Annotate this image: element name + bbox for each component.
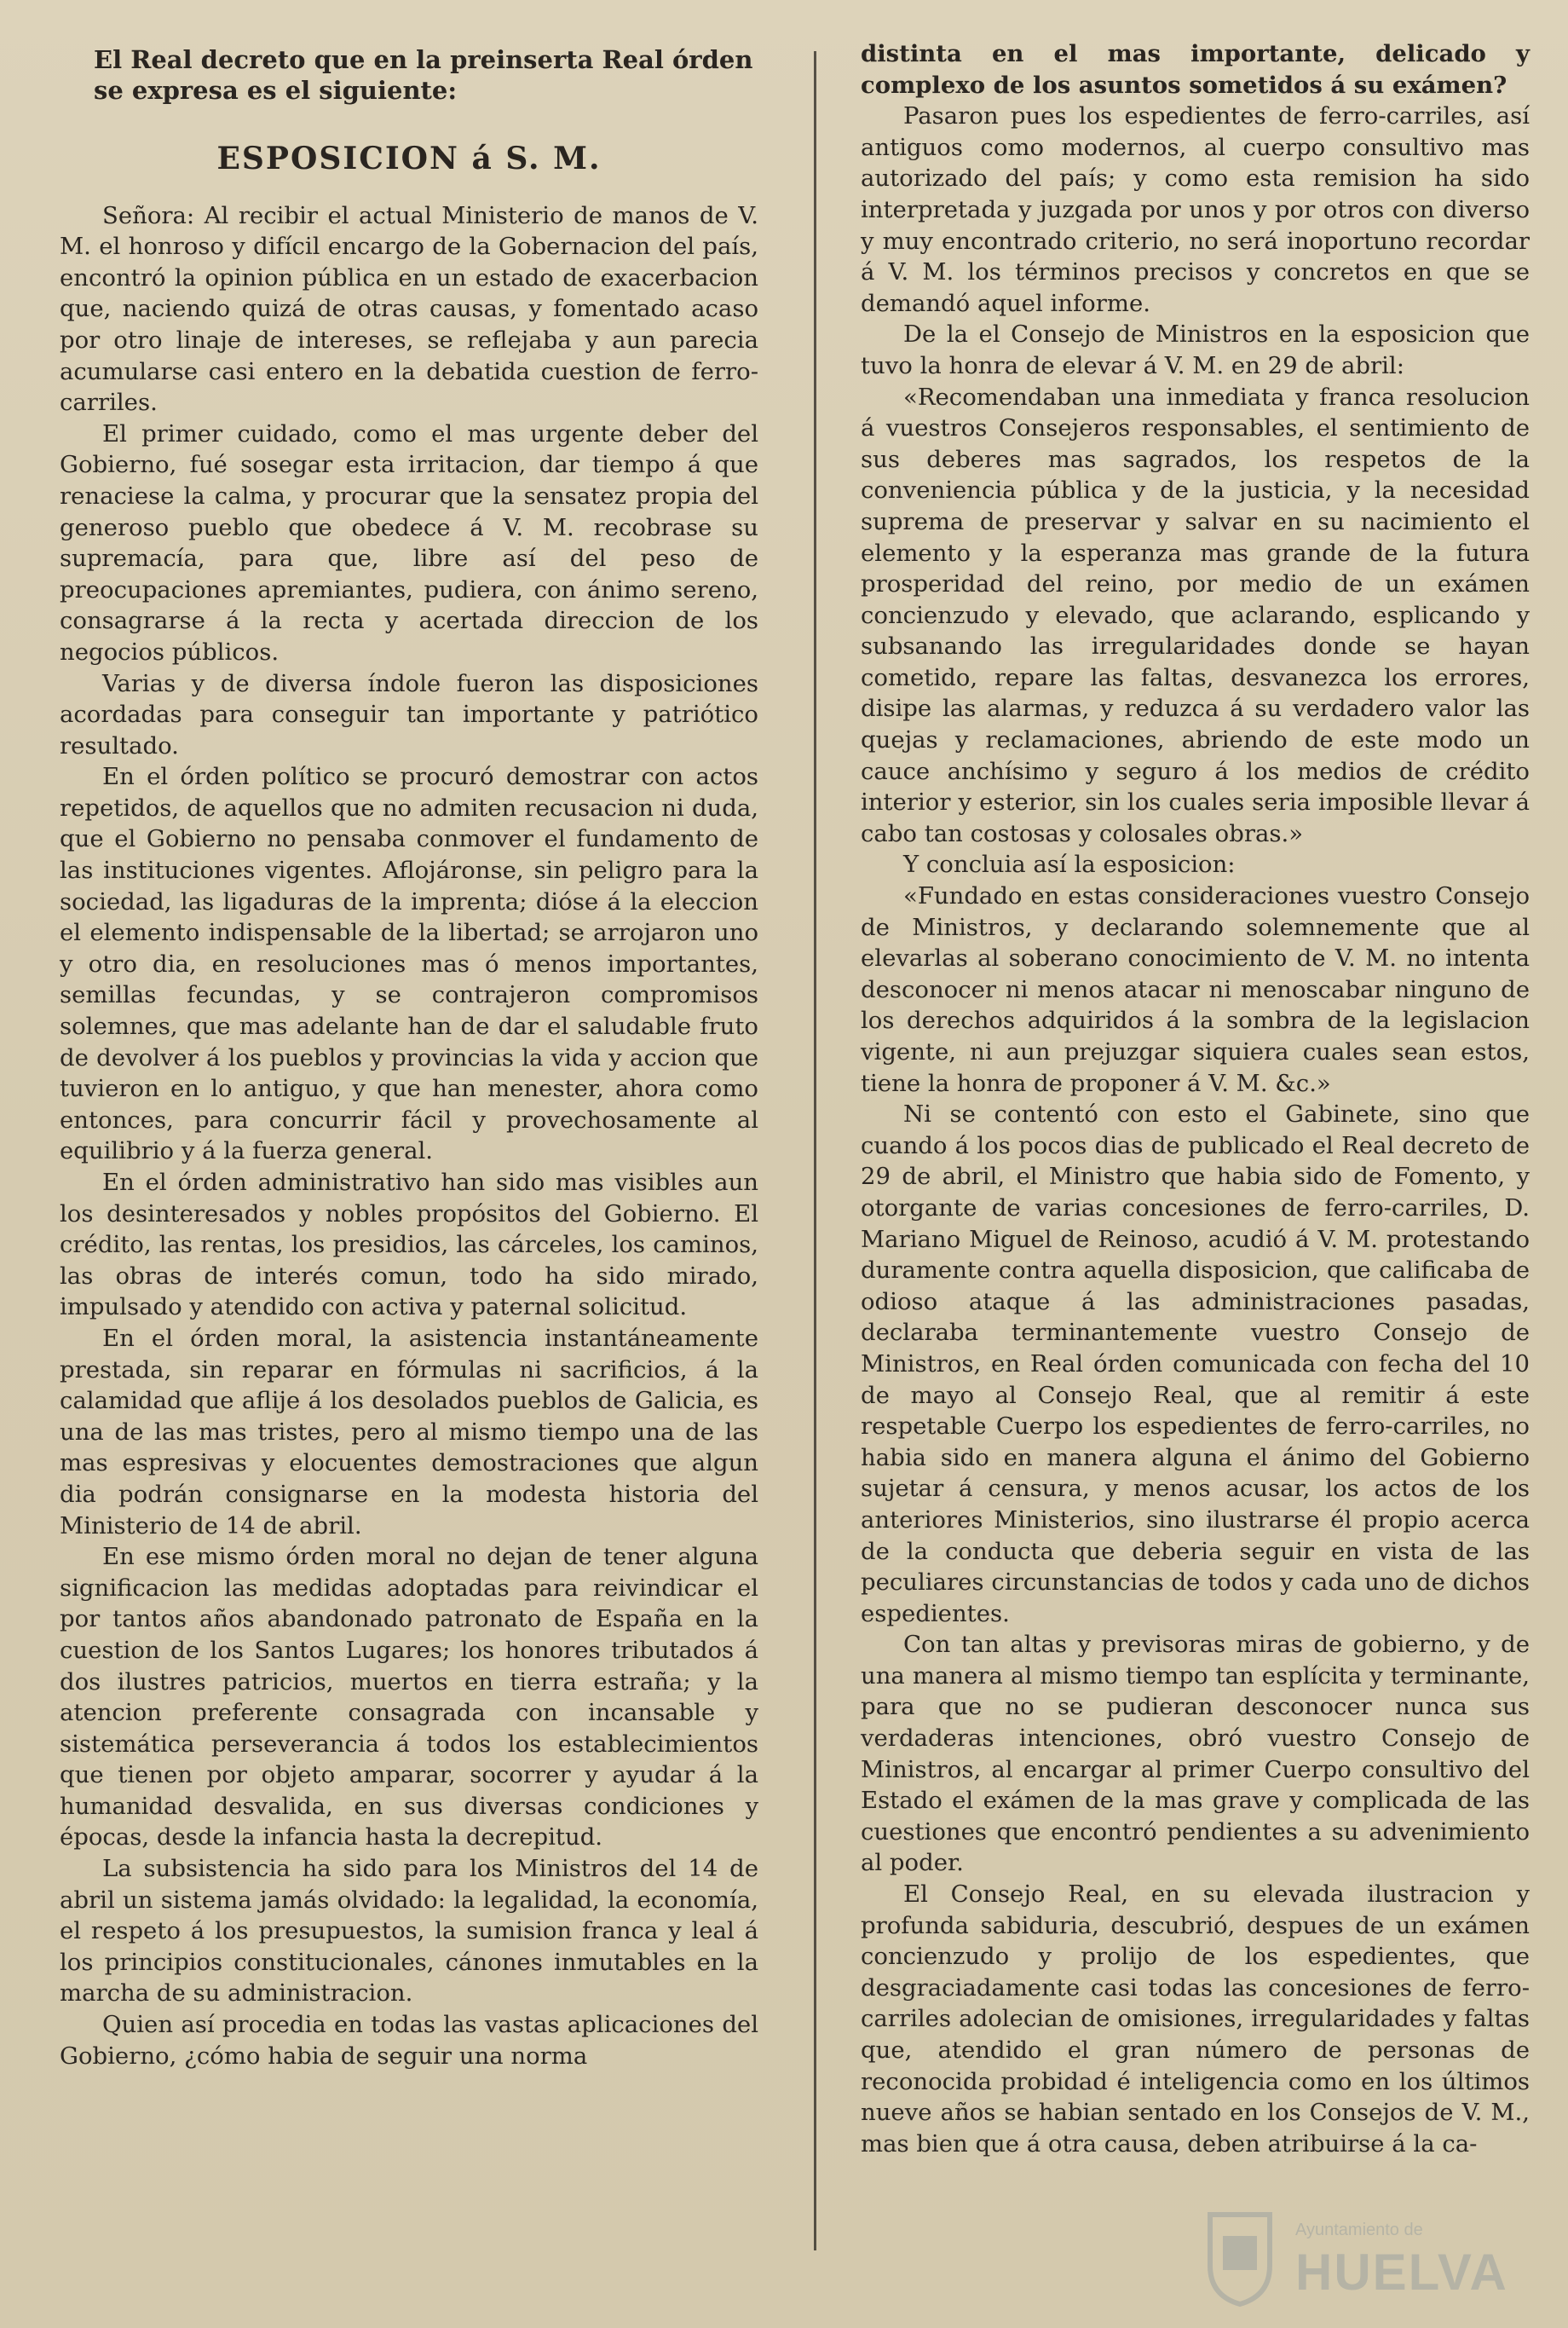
paragraph: Pasaron pues los espedientes de ferro-carriles, así antiguos como modernos, al cuerpo consultivo mas autorizado del país; y como esta remision ha sido interpretada y juzgada por unos y por otros con diverso y muy encontrado criterio, no será inoportuno recordar á V. M. los términos precisos y concretos en que se demandó aquel informe. <box>861 102 1530 317</box>
paragraph: Quien así procedia en todas las vastas aplicaciones del Gobierno, ¿cómo habia de seguir una norma <box>60 2011 758 2070</box>
paragraph: Varias y de diversa índole fueron las disposiciones acordadas para conseguir tan importante y patriótico resultado. <box>60 669 758 760</box>
paragraph: En el órden administrativo han sido mas visibles aun los desinteresados y nobles propósitos del Gobierno. El crédito, las rentas, los presidios, las cárceles, los caminos, las obras de interés comun, todo ha sido mirado, impulsado y atendido con activa y paternal solicitud. <box>60 1169 758 1321</box>
coat-of-arms-icon <box>1202 2206 1278 2308</box>
paragraph: El primer cuidado, como el mas urgente deber del Gobierno, fué sosegar esta irritacion, dar tiempo á que renaciese la calma, y procurar que la sensatez propia del generoso pueblo que obedece á V. M. recobrase su supremacía, para que, libre así del peso de preocupaciones apremiantes, pudiera, con ánimo sereno, consagrarse á la recta y acertada direccion de los negocios públicos. <box>60 419 758 666</box>
watermark-label: Ayuntamiento de <box>1295 2221 1423 2239</box>
paragraph: Ni se contentó con esto el Gabinete, sino que cuando á los pocos dias de publicado el Real decreto de 29 de abril, el Ministro que habia sido de Fomento, y otorgante de varias concesiones de ferro-carriles, D. Mariano Miguel de Reinoso, acudió á V. M. protestando duramente contra aquella disposicion, que calificaba de odioso ataque á las administraciones pasadas, declaraba terminantemente vuestro Consejo de Ministros, en Real órden comunicada con fecha del 10 de mayo al Consejo Real, que al remitir á este respetable Cuerpo los espedientes de ferro-carriles, no habia sido en manera alguna el ánimo del Gobierno sujetar á censura, y menos acusar, los actos de los anteriores Ministerios, sino ilustrarse él propio acerca de la conducta que deberia seguir en vista de las peculiares circunstancias de todos y cada uno de dichos espedientes. <box>861 1100 1530 1627</box>
paragraph: La subsistencia ha sido para los Ministros del 14 de abril un sistema jamás olvidado: la legalidad, la economía, el respeto á los presupuestos, la sumision franca y leal á los principios constitucionales, cánones inmutables en la marcha de su administracion. <box>60 1855 758 2007</box>
paragraph: En el órden político se procuró demostrar con actos repetidos, de aquellos que no admiten recusacion ni duda, que el Gobierno no pensaba conmover el fundamento de las instituciones vigentes. Aflojáronse, sin peligro para la sociedad, las ligaduras de la imprenta; dióse á la eleccion el elemento indispensable de la libertad; se arrojaron uno y otro dia, en resoluciones mas ó menos importantes, semillas fecundas, y se contrajeron compromisos solemnes, que mas adelante han de dar el saludable fruto de devolver á los pueblos y provincias la vida y accion que tuvieron en lo antiguo, y que han menester, ahora como entonces, para concurrir fácil y provechosamente al equilibrio y á la fuerza general. <box>60 763 758 1165</box>
column-divider <box>814 51 816 2250</box>
lead-sentence: El Real decreto que en la preinserta Real órden se expresa es el siguiente: <box>94 45 753 105</box>
continued-fragment: distinta en el mas importante, delicado y complexo de los asuntos sometidos á su exámen? <box>861 40 1530 99</box>
paragraph: Y concluia así la esposicion: <box>903 851 1236 879</box>
paragraph: Con tan altas y previsoras miras de gobierno, y de una manera al mismo tiempo tan esplícita y terminante, para que no se pudieran desconocer nunca sus verdaderas intenciones, obró vuestro Consejo de Ministros, al encargar al primer Cuerpo consultivo del Estado el exámen de la mas grave y complicada de las cuestiones que encontró pendientes a su advenimiento al poder. <box>861 1631 1530 1877</box>
quoted-paragraph: «Fundado en estas consideraciones vuestro Consejo de Ministros, y declarando solemnemente que al elevarlas al soberano conocimiento de V. M. no intenta desconocer ni menos atacar ni menoscabar ninguno de los derechos adquiridos á la sombra de la legislacion vigente, ni aun prejuzgar siquiera cuales sean estos, tiene la honra de proponer á V. M. &c.» <box>861 882 1530 1097</box>
paragraph: En ese mismo órden moral no dejan de tener alguna significacion las medidas adoptadas para reivindicar el por tantos años abandonado patronato de España en la cuestion de los Santos Lugares; los honores tributados á dos ilustres patricios, muertos en tierra estraña; y la atencion preferente consagrada con incansable y sistemática perseverancia á todos los establecimientos que tienen por objeto amparar, socorrer y ayudar á la humanidad desvalida, en sus diversas condiciones y épocas, desde la infancia hasta la decrepitud. <box>60 1543 758 1851</box>
paragraph: Señora: Al recibir el actual Ministerio de manos de V. M. el honroso y difícil encargo de la Gobernacion del país, encontró la opinion pública en un estado de exacerbacion que, naciendo quizá de otras causas, y fomentado acaso por otro linaje de intereses, se reflejaba y aun parecia acumularse casi entero en la debatida cuestion de ferro-carriles. <box>60 201 758 417</box>
section-heading: ESPOSICION á S. M. <box>216 141 602 176</box>
right-column <box>861 38 1530 2294</box>
quoted-paragraph: «Recomendaban una inmediata y franca resolucion á vuestros Consejeros responsables, el sentimiento de sus deberes mas sagrados, los respetos de la conveniencia pública y de la justicia, y la necesidad suprema de preservar y salvar en su nacimiento el elemento y la esperanza mas grande de la futura prosperidad del reino, por medio de un exámen concienzudo y elevado, que aclarando, esplicando y subsanando las irregularidades donde se hayan cometido, repare las faltas, desvanezca los errores, disipe las alarmas, y reduzca á su verdadero valor las quejas y reclamaciones, abriendo de este modo un cauce anchísimo y seguro á los medios de crédito interior y esterior, sin los cuales seria imposible llevar á cabo tan costosas y colosales obras.» <box>861 383 1530 847</box>
paragraph: De la el Consejo de Ministros en la esposicion que tuvo la honra de elevar á V. M. en 29 de abril: <box>861 321 1530 379</box>
left-column <box>60 34 758 2294</box>
archive-watermark <box>1202 2202 1517 2313</box>
watermark-name: HUELVA <box>1295 2244 1508 2301</box>
paragraph: El Consejo Real, en su elevada ilustracion y profunda sabiduria, descubrió, despues de un exámen concienzudo y prolijo de los espedientes, que desgraciadamente casi todas las concesiones de ferro-carriles adolecian de omisiones, irregularidades y faltas que, atendido el gran número de personas de reconocida probidad é inteligencia como en los últimos nueve años se habian sentado en los Consejos de V. M., mas bien que á otra causa, deben atribuirse á la ca- <box>861 1880 1530 2158</box>
paragraph: En el órden moral, la asistencia instantáneamente prestada, sin reparar en fórmulas ni sacrificios, á la calamidad que aflije á los desolados pueblos de Galicia, es una de las mas tristes, pero al mismo tiempo una de las mas espresivas y elocuentes demostraciones que algun dia podrán consignarse en la modesta historia del Ministerio de 14 de abril. <box>60 1324 758 1539</box>
